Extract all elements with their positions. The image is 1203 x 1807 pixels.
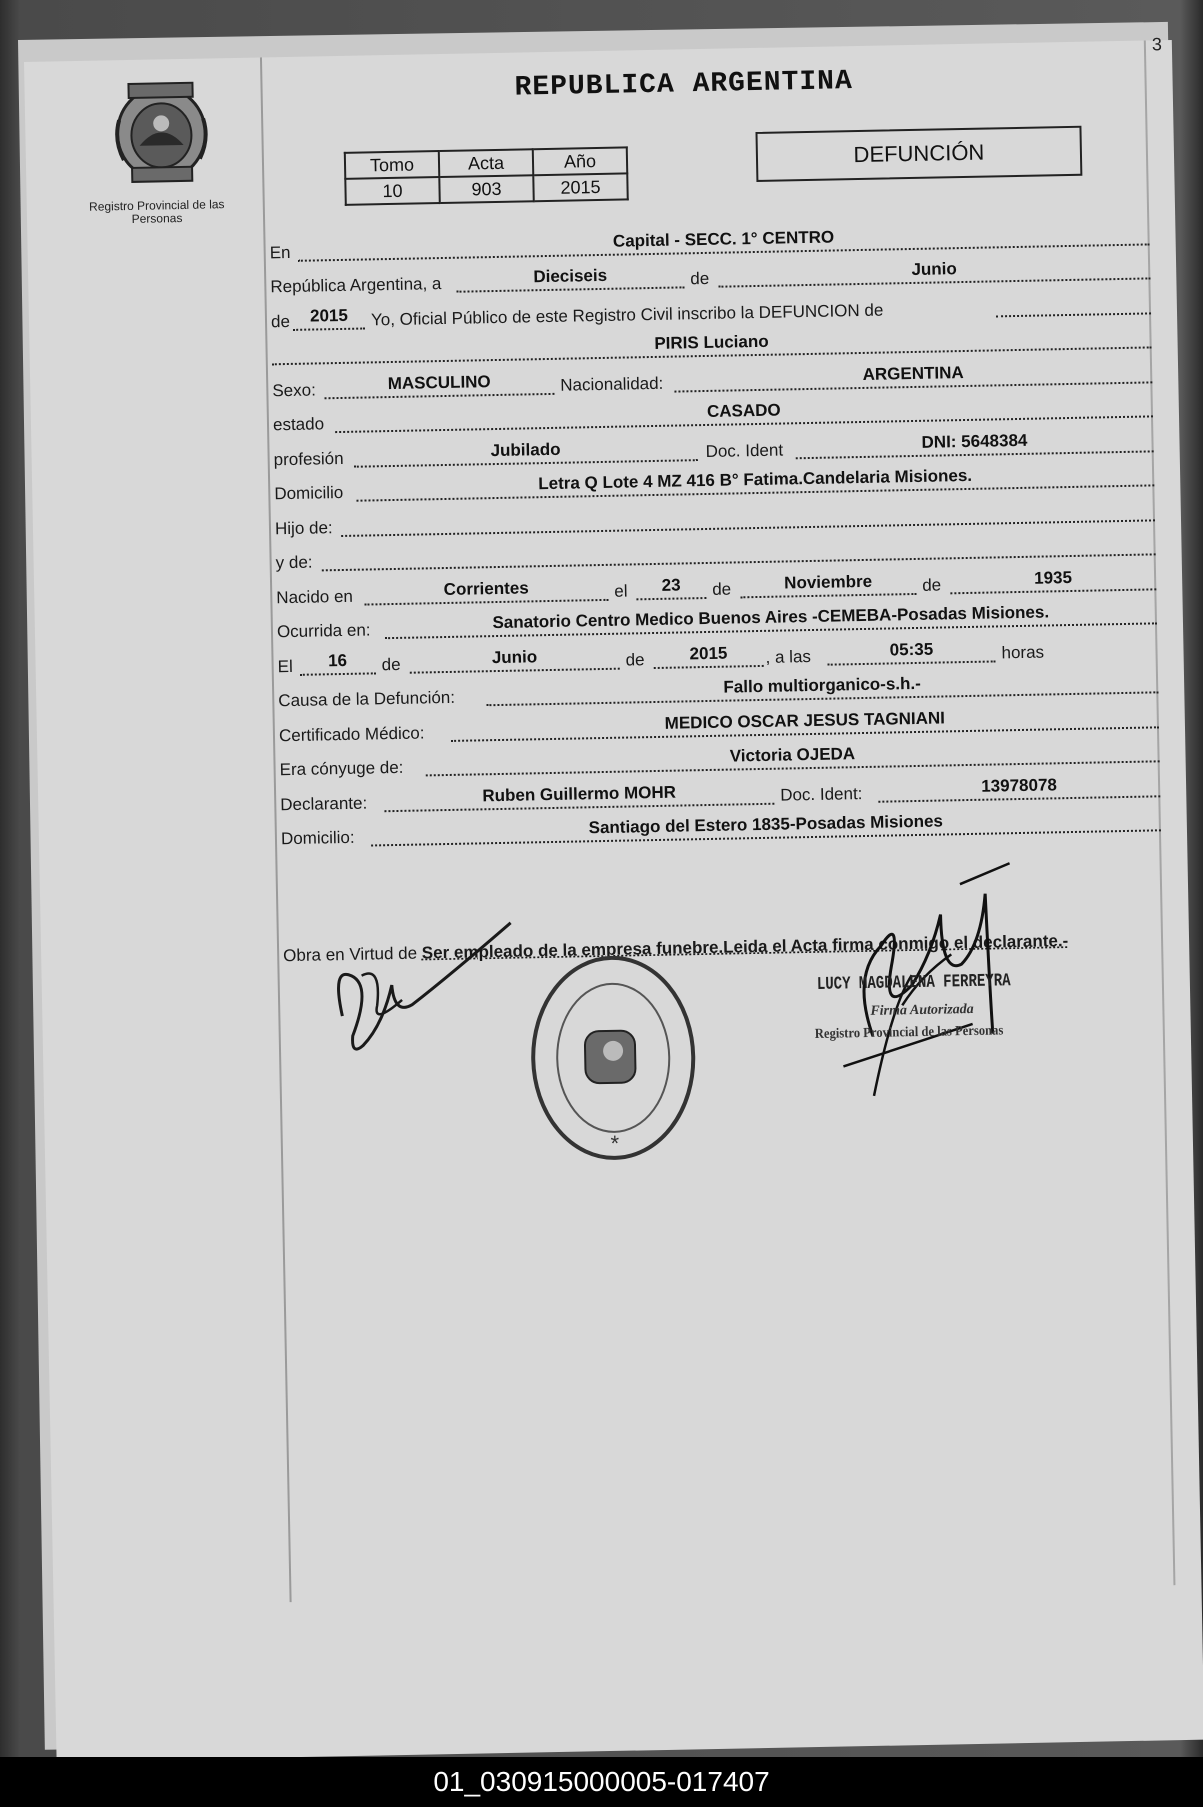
birth-year: 1935 bbox=[1033, 567, 1073, 588]
acta-value: 903 bbox=[439, 175, 533, 203]
official-org: Registro Provincial de las Personas bbox=[814, 1023, 1004, 1042]
day-value: Dieciseis bbox=[533, 265, 608, 287]
tomo-header: Tomo bbox=[345, 151, 439, 179]
yde-label: y de: bbox=[275, 552, 313, 573]
birth-de-label: de bbox=[712, 579, 732, 599]
page-number: 3 bbox=[1151, 34, 1163, 55]
document-title: REPUBLICA ARGENTINA bbox=[514, 66, 854, 104]
death-time: 05:35 bbox=[889, 639, 934, 659]
el2-label: El bbox=[277, 656, 293, 676]
death-certificate-page bbox=[24, 34, 1203, 1762]
nacionalidad-value: ARGENTINA bbox=[862, 362, 964, 384]
province-emblem-icon bbox=[108, 78, 214, 188]
scan-footer-id: 01_030915000005-017407 bbox=[0, 1757, 1203, 1807]
certificate-form bbox=[269, 215, 1161, 966]
alas-label: , a las bbox=[765, 646, 812, 667]
hijo-label: Hijo de: bbox=[274, 517, 333, 538]
sexo-label: Sexo: bbox=[272, 379, 317, 400]
deceased-name: PIRIS Luciano bbox=[654, 331, 769, 353]
official-role: Firma Autorizada bbox=[870, 1001, 974, 1019]
horas-label: horas bbox=[1001, 642, 1045, 662]
ocurrida-value: Sanatorio Centro Medico Buenos Aires -CEMEBA-Posadas Misiones. bbox=[492, 602, 1050, 633]
anio-value: 2015 bbox=[533, 173, 627, 201]
domicilio-value: Letra Q Lote 4 MZ 416 B° Fatima.Candelaria Misiones. bbox=[538, 465, 973, 494]
estado-label: estado bbox=[272, 414, 325, 435]
oficial-text: Yo, Oficial Público de este Registro Civil inscribo la DEFUNCION de bbox=[370, 300, 884, 329]
anio-header: Año bbox=[533, 147, 627, 175]
document-type-box: DEFUNCIÓN bbox=[755, 126, 1082, 182]
registry-caption: Registro Provincial de las Personas bbox=[88, 197, 225, 226]
acta-header: Acta bbox=[439, 149, 533, 177]
profesion-label: profesión bbox=[273, 448, 344, 469]
certificado-value: MEDICO OSCAR JESUS TAGNIANI bbox=[664, 707, 946, 733]
svg-text:*: * bbox=[610, 1130, 620, 1156]
conyuge-value: Victoria OJEDA bbox=[729, 744, 856, 766]
registry-stamp-icon bbox=[523, 949, 703, 1166]
profesion-value: Jubilado bbox=[490, 439, 561, 460]
ocurrida-label: Ocurrida en: bbox=[276, 620, 371, 642]
death-de-label: de bbox=[381, 654, 401, 674]
sexo-value: MASCULINO bbox=[387, 371, 491, 393]
decl-domicilio-value: Santiago del Estero 1835-Posadas Misiones bbox=[588, 811, 944, 838]
el-label: el bbox=[614, 581, 628, 601]
birth-day: 23 bbox=[661, 574, 681, 595]
month-value: Junio bbox=[911, 259, 957, 279]
death-day: 16 bbox=[327, 650, 348, 670]
nacido-label: Nacido en bbox=[276, 586, 354, 607]
causa-value: Fallo multiorganico-s.h.- bbox=[723, 673, 921, 697]
en-label: En bbox=[269, 242, 291, 262]
nacionalidad-label: Nacionalidad: bbox=[560, 373, 664, 395]
estado-value: CASADO bbox=[706, 400, 781, 421]
nacido-value: Corrientes bbox=[443, 577, 529, 599]
year-value: 2015 bbox=[309, 305, 349, 326]
decl-doc-label: Doc. Ident: bbox=[780, 783, 863, 805]
death-month: Junio bbox=[491, 646, 538, 667]
republica-label: República Argentina, a bbox=[270, 274, 442, 297]
de2-label: de bbox=[270, 311, 291, 331]
declarant-signature-icon bbox=[320, 903, 523, 1067]
decl-domicilio-label: Domicilio: bbox=[280, 827, 355, 849]
birth-de2-label: de bbox=[922, 574, 942, 595]
obra-value: Ser empleado de la empresa funebre.Leida el Acta firma conmigo el declarante.- bbox=[421, 931, 1069, 963]
domicilio-label: Domicilio bbox=[274, 482, 344, 504]
causa-label: Causa de la Defunción: bbox=[278, 687, 456, 711]
birth-month: Noviembre bbox=[784, 571, 873, 593]
tomo-value: 10 bbox=[345, 177, 439, 205]
obra-label: Obra en Virtud de bbox=[283, 943, 418, 966]
death-year: 2015 bbox=[689, 643, 728, 663]
conyuge-label: Era cónyuge de: bbox=[279, 757, 404, 780]
doc-value: DNI: 5648384 bbox=[921, 430, 1028, 452]
declarante-value: Ruben Guillermo MOHR bbox=[482, 782, 677, 805]
de-label: de bbox=[690, 268, 710, 289]
death-de2-label: de bbox=[625, 649, 645, 670]
registry-table bbox=[344, 146, 629, 205]
doc-label: Doc. Ident bbox=[705, 440, 784, 461]
decl-doc-value: 13978078 bbox=[981, 774, 1058, 796]
certificado-label: Certificado Médico: bbox=[278, 722, 425, 745]
official-name: LUCY MAGDALENA FERREYRA bbox=[816, 971, 1011, 995]
declarante-label: Declarante: bbox=[280, 793, 368, 814]
en-value: Capital - SECC. 1° CENTRO bbox=[612, 226, 835, 251]
